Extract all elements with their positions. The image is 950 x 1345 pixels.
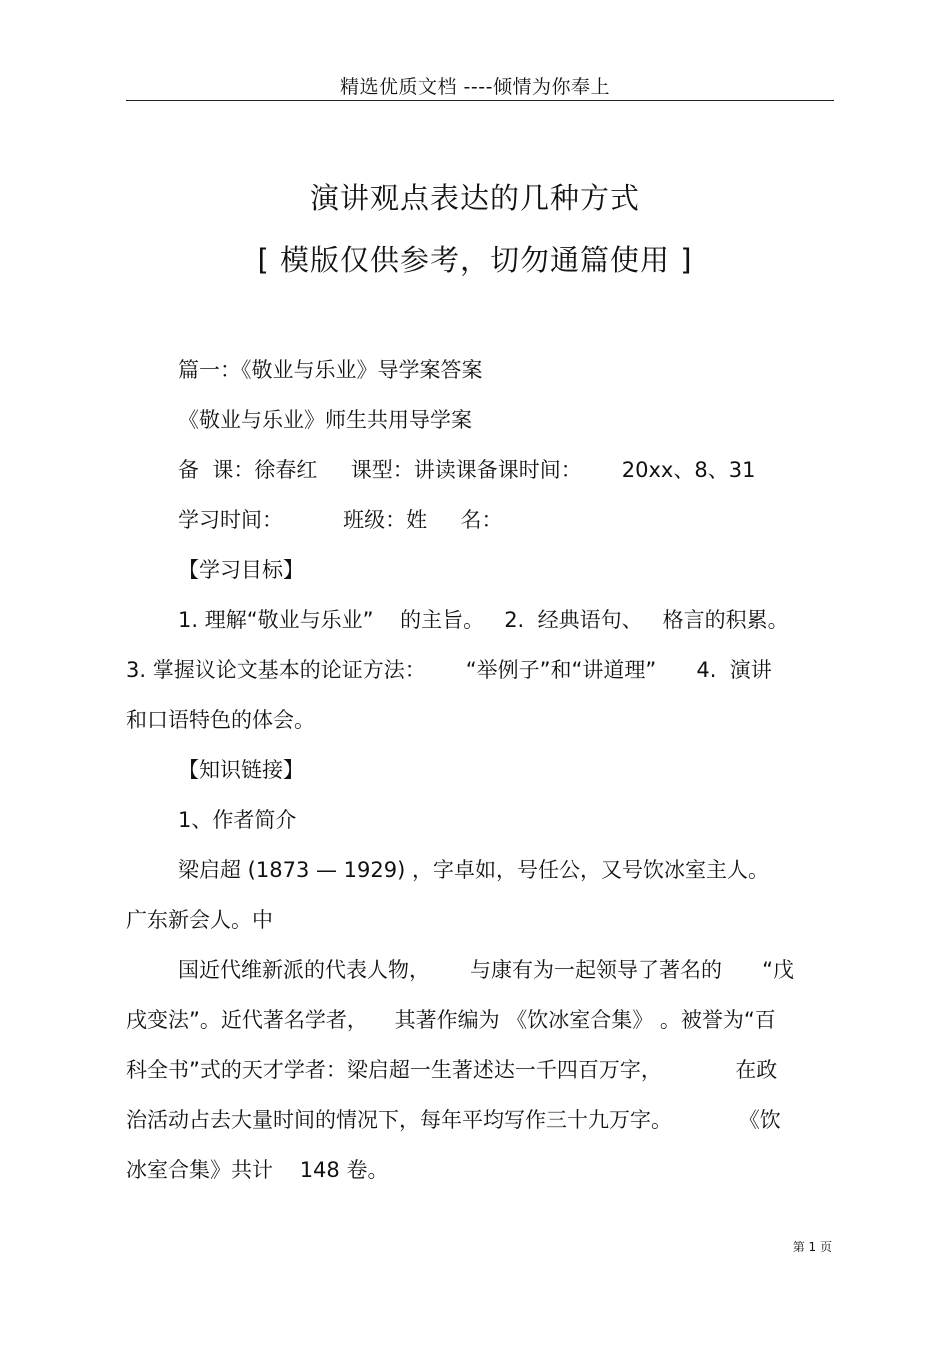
paragraph-line: 科全书”式的天才学者：梁启超一生著述达一千四百万字， 在政: [126, 1058, 778, 1082]
paragraph-line: 广东新会人。中: [126, 908, 273, 932]
paragraph-line: 梁启超 (1873 — 1929) ，字卓如，号任公，又号饮冰室主人。: [178, 858, 769, 882]
paragraph-line: 《敬业与乐业》师生共用导学案: [178, 408, 472, 432]
paragraph-line: 备 课：徐春红 课型：讲读课备课时间： 20xx、8、31: [178, 458, 756, 482]
subsection-heading: 【学习目标】: [178, 558, 304, 582]
subsection-heading: 【知识链接】: [178, 758, 304, 782]
document-title: 演讲观点表达的几种方式: [309, 181, 640, 215]
paragraph-line: 冰室合集》共计 148 卷。: [126, 1158, 389, 1182]
paragraph-line: 1、作者简介: [178, 808, 297, 832]
running-header: 精选优质文档 ----倾情为你奉上: [340, 76, 610, 98]
paragraph-line: 和口语特色的体会。: [126, 708, 315, 732]
document-subtitle: [ 模版仅供参考，切勿通篇使用 ]: [257, 243, 693, 277]
paragraph-line: 国近代维新派的代表人物， 与康有为一起领导了著名的 “戊: [178, 958, 794, 982]
paragraph-line: 3. 掌握议论文基本的论证方法： “举例子”和“讲道理” 4. 演讲: [126, 658, 772, 682]
paragraph-line: 治活动占去大量时间的情况下，每年平均写作三十九万字。 《饮: [126, 1108, 781, 1132]
paragraph-line: 学习时间： 班级：姓 名：: [178, 508, 503, 532]
header-divider: [126, 100, 834, 101]
page-number: 第 1 页: [792, 1240, 832, 1254]
paragraph-line: 戌变法”。近代著名学者， 其著作编为 《饮冰室合集》 。被誉为“百: [126, 1008, 776, 1032]
paragraph-line: 1. 理解“敬业与乐业” 的主旨。 2. 经典语句、 格言的积累。: [178, 608, 789, 632]
section-heading: 篇一：《敬业与乐业》导学案答案: [178, 358, 483, 382]
